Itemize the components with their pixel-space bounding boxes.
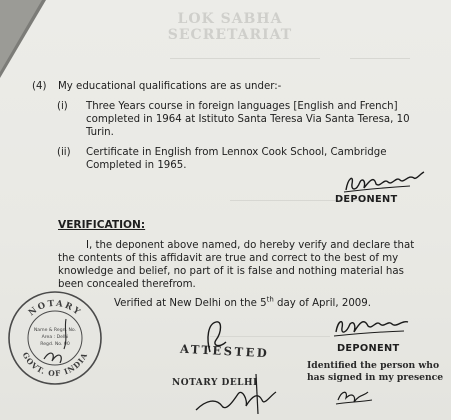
ghost-line xyxy=(170,58,320,59)
identified-line-1: Identified the person who xyxy=(307,360,440,371)
deponent-signature-2 xyxy=(330,312,414,342)
identified-statement xyxy=(307,360,443,384)
qualifications-intro: My educational qualifications are as under:- xyxy=(58,81,282,92)
identifier-signature xyxy=(334,384,376,408)
verified-suffix: day of April, 2009. xyxy=(273,298,372,309)
verification-title: VERIFICATION: xyxy=(58,219,146,231)
verification-line-1: I, the deponent above named, do hereby verify and declare that xyxy=(86,240,415,251)
stamp-bottom-text: GOVT. OF INDIA xyxy=(20,350,90,379)
stamp-top-text: NOTARY xyxy=(26,298,84,319)
verified-prefix: Verified at New Delhi on the 5 xyxy=(114,298,267,309)
stamp-inner-line: Regd. No. 00 xyxy=(40,342,70,347)
text-line: Turin. xyxy=(86,127,114,138)
section-number: (4) xyxy=(32,81,47,92)
notary-seal-stamp xyxy=(6,289,104,387)
svg-text:GOVT. OF INDIA xyxy=(21,351,90,378)
text-line: completed in 1964 at Istituto Santa Teresa Via Santa Teresa, 10 xyxy=(86,114,410,125)
verification-line-4: been concealed therefrom. xyxy=(58,279,196,290)
svg-text:NOTARY xyxy=(27,299,83,319)
text-line: Three Years course in foreign languages [English and French] xyxy=(86,101,398,112)
date-suffix: th xyxy=(266,295,274,304)
verified-place-date xyxy=(114,297,371,310)
verification-line-3: knowledge and belief, no part of it is false and nothing material has xyxy=(58,266,404,277)
deponent-label: DEPONENT xyxy=(335,194,398,205)
attested-stamp: ATTESTED xyxy=(179,341,270,361)
stamp-inner-line: Area : Delhi xyxy=(41,335,69,340)
identified-line-2: has signed in my presence xyxy=(307,372,444,383)
item-marker-ii: (ii) xyxy=(57,147,71,158)
deponent-label-2: DEPONENT xyxy=(337,343,400,354)
verification-line-2: the contents of this affidavit are true and correct to the best of my xyxy=(58,253,399,264)
show-through-header: LOK SABHA SECRETARIAT xyxy=(167,11,293,43)
notary-delhi-label: NOTARY DELHI xyxy=(172,378,258,388)
ghost-line xyxy=(350,58,410,59)
page-fold-edge xyxy=(0,0,42,72)
text-line: Certificate in English from Lennox Cook School, Cambridge xyxy=(86,147,387,158)
stamp-inner-line: Name & Regn. No. xyxy=(33,328,77,333)
text-line: Completed in 1965. xyxy=(86,160,187,171)
qualification-item-1 xyxy=(86,100,416,139)
notary-initials-scrawl xyxy=(186,370,286,416)
item-marker-i: (i) xyxy=(57,101,68,112)
